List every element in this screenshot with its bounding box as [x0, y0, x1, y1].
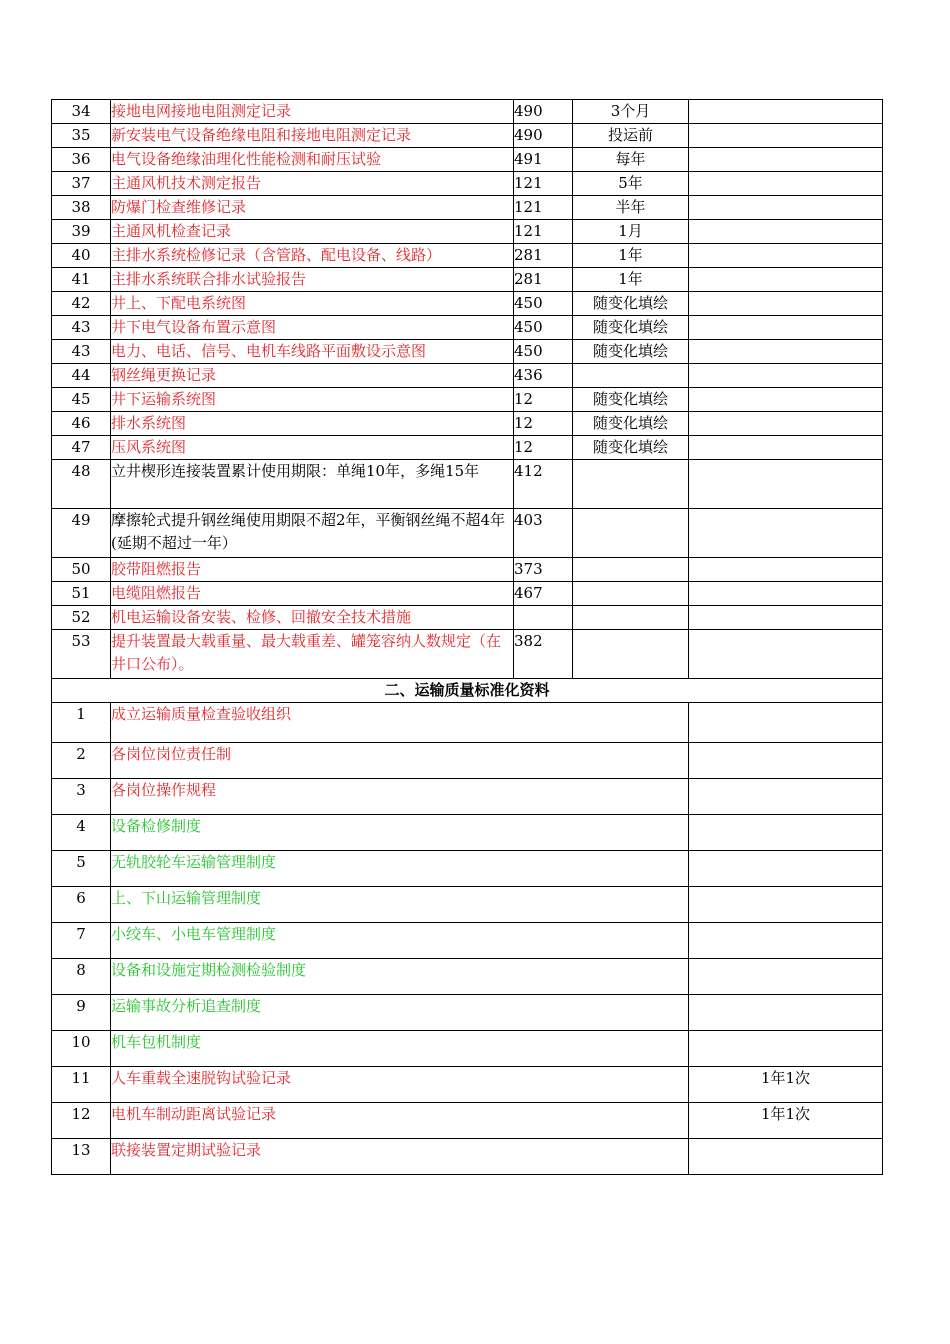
row-remark — [689, 851, 883, 887]
row-number: 7 — [52, 923, 111, 959]
row-number: 51 — [52, 582, 111, 606]
row-remark — [689, 220, 883, 244]
row-item: 新安装电气设备绝缘电阻和接地电阻测定记录 — [111, 124, 514, 148]
table-row — [52, 959, 883, 995]
row-remark — [689, 1031, 883, 1067]
row-item: 人车重载全速脱钩试验记录 — [111, 1067, 689, 1103]
row-code: 450 — [514, 316, 573, 340]
row-code: 281 — [514, 244, 573, 268]
section-title: 二、运输质量标准化资料 — [52, 679, 883, 703]
row-remark — [689, 412, 883, 436]
row-code: 121 — [514, 220, 573, 244]
row-remark — [689, 340, 883, 364]
row-remark — [689, 959, 883, 995]
row-number: 34 — [52, 100, 111, 124]
row-item: 排水系统图 — [111, 412, 514, 436]
row-number: 49 — [52, 509, 111, 558]
table-row — [52, 316, 883, 340]
row-code: 121 — [514, 172, 573, 196]
row-number: 2 — [52, 743, 111, 779]
row-item: 主通风机检查记录 — [111, 220, 514, 244]
row-number: 53 — [52, 630, 111, 679]
row-number: 13 — [52, 1139, 111, 1175]
row-number: 5 — [52, 851, 111, 887]
row-frequency — [573, 509, 689, 558]
row-remark — [689, 460, 883, 509]
row-item: 电机车制动距离试验记录 — [111, 1103, 689, 1139]
row-code: 490 — [514, 100, 573, 124]
row-frequency: 半年 — [573, 196, 689, 220]
row-remark — [689, 630, 883, 679]
row-frequency — [573, 364, 689, 388]
row-item: 井下运输系统图 — [111, 388, 514, 412]
row-code: 12 — [514, 436, 573, 460]
row-remark: 1年1次 — [689, 1067, 883, 1103]
row-remark: 1年1次 — [689, 1103, 883, 1139]
table-row — [52, 364, 883, 388]
table-row — [52, 558, 883, 582]
row-number: 50 — [52, 558, 111, 582]
row-number: 3 — [52, 779, 111, 815]
row-remark — [689, 124, 883, 148]
row-item: 上、下山运输管理制度 — [111, 887, 689, 923]
table-row — [52, 172, 883, 196]
records-table-body — [52, 100, 883, 1175]
table-row — [52, 436, 883, 460]
row-item: 电力、电话、信号、电机车线路平面敷设示意图 — [111, 340, 514, 364]
row-remark — [689, 815, 883, 851]
row-remark — [689, 244, 883, 268]
row-frequency: 5年 — [573, 172, 689, 196]
row-number: 35 — [52, 124, 111, 148]
row-number: 36 — [52, 148, 111, 172]
row-item: 提升装置最大载重量、最大载重差、罐笼容纳人数规定（在井口公布）。 — [111, 630, 514, 679]
row-frequency — [573, 582, 689, 606]
row-item: 压风系统图 — [111, 436, 514, 460]
row-item: 小绞车、小电车管理制度 — [111, 923, 689, 959]
row-frequency — [573, 460, 689, 509]
row-remark — [689, 887, 883, 923]
row-code: 436 — [514, 364, 573, 388]
row-code — [514, 606, 573, 630]
table-row — [52, 268, 883, 292]
table-row — [52, 995, 883, 1031]
records-table — [51, 99, 883, 1175]
row-item: 各岗位岗位责任制 — [111, 743, 689, 779]
table-row — [52, 148, 883, 172]
table-row — [52, 606, 883, 630]
row-number: 6 — [52, 887, 111, 923]
row-item: 机电运输设备安装、检修、回撤安全技术措施 — [111, 606, 514, 630]
table-row — [52, 1139, 883, 1175]
row-code: 12 — [514, 412, 573, 436]
row-number: 44 — [52, 364, 111, 388]
row-remark — [689, 436, 883, 460]
row-number: 43 — [52, 340, 111, 364]
row-item: 电缆阻燃报告 — [111, 582, 514, 606]
row-code: 382 — [514, 630, 573, 679]
row-item: 接地电网接地电阻测定记录 — [111, 100, 514, 124]
row-remark — [689, 995, 883, 1031]
row-code: 491 — [514, 148, 573, 172]
row-item: 主排水系统联合排水试验报告 — [111, 268, 514, 292]
row-remark — [689, 292, 883, 316]
table-row — [52, 630, 883, 679]
table-row — [52, 340, 883, 364]
table-row — [52, 887, 883, 923]
row-frequency — [573, 630, 689, 679]
row-number: 1 — [52, 703, 111, 743]
row-code: 450 — [514, 292, 573, 316]
row-item: 电气设备绝缘油理化性能检测和耐压试验 — [111, 148, 514, 172]
row-item: 运输事故分析追查制度 — [111, 995, 689, 1031]
row-frequency: 1月 — [573, 220, 689, 244]
row-remark — [689, 582, 883, 606]
row-number: 12 — [52, 1103, 111, 1139]
row-item: 井下电气设备布置示意图 — [111, 316, 514, 340]
table-row — [52, 851, 883, 887]
table-row — [52, 779, 883, 815]
table-row — [52, 1103, 883, 1139]
table-row — [52, 923, 883, 959]
row-remark — [689, 316, 883, 340]
row-item: 无轨胶轮车运输管理制度 — [111, 851, 689, 887]
row-number: 42 — [52, 292, 111, 316]
table-row — [52, 244, 883, 268]
table-row — [52, 815, 883, 851]
row-code: 490 — [514, 124, 573, 148]
row-frequency: 随变化填绘 — [573, 388, 689, 412]
table-row — [52, 292, 883, 316]
row-code: 450 — [514, 340, 573, 364]
row-remark — [689, 172, 883, 196]
row-code: 281 — [514, 268, 573, 292]
table-row — [52, 582, 883, 606]
table-row — [52, 388, 883, 412]
row-item: 联接装置定期试验记录 — [111, 1139, 689, 1175]
row-item: 主排水系统检修记录（含管路、配电设备、线路） — [111, 244, 514, 268]
row-number: 47 — [52, 436, 111, 460]
row-remark — [689, 148, 883, 172]
row-remark — [689, 743, 883, 779]
row-frequency: 随变化填绘 — [573, 316, 689, 340]
row-number: 40 — [52, 244, 111, 268]
row-frequency: 随变化填绘 — [573, 412, 689, 436]
section-header-row — [52, 679, 883, 703]
row-number: 9 — [52, 995, 111, 1031]
row-item: 各岗位操作规程 — [111, 779, 689, 815]
row-number: 11 — [52, 1067, 111, 1103]
row-remark — [689, 196, 883, 220]
table-row — [52, 1031, 883, 1067]
row-remark — [689, 364, 883, 388]
row-frequency: 随变化填绘 — [573, 292, 689, 316]
row-item: 机车包机制度 — [111, 1031, 689, 1067]
row-frequency: 随变化填绘 — [573, 436, 689, 460]
table-row — [52, 743, 883, 779]
row-number: 46 — [52, 412, 111, 436]
row-number: 43 — [52, 316, 111, 340]
row-remark — [689, 703, 883, 743]
row-frequency: 1年 — [573, 244, 689, 268]
row-frequency: 随变化填绘 — [573, 340, 689, 364]
row-item: 胶带阻燃报告 — [111, 558, 514, 582]
row-code: 403 — [514, 509, 573, 558]
row-item: 井上、下配电系统图 — [111, 292, 514, 316]
row-code: 121 — [514, 196, 573, 220]
row-item: 摩擦轮式提升钢丝绳使用期限不超2年，平衡钢丝绳不超4年(延期不超过一年） — [111, 509, 514, 558]
row-remark — [689, 388, 883, 412]
row-number: 41 — [52, 268, 111, 292]
row-number: 45 — [52, 388, 111, 412]
row-number: 38 — [52, 196, 111, 220]
row-number: 48 — [52, 460, 111, 509]
row-frequency: 每年 — [573, 148, 689, 172]
row-item: 设备检修制度 — [111, 815, 689, 851]
table-row — [52, 196, 883, 220]
row-number: 8 — [52, 959, 111, 995]
row-frequency: 投运前 — [573, 124, 689, 148]
row-remark — [689, 923, 883, 959]
row-item: 设备和设施定期检测检验制度 — [111, 959, 689, 995]
row-number: 52 — [52, 606, 111, 630]
table-row — [52, 100, 883, 124]
table-row — [52, 1067, 883, 1103]
row-item: 立井楔形连接装置累计使用期限：单绳10年，多绳15年 — [111, 460, 514, 509]
row-code: 467 — [514, 582, 573, 606]
row-remark — [689, 268, 883, 292]
row-frequency — [573, 606, 689, 630]
row-number: 4 — [52, 815, 111, 851]
row-remark — [689, 606, 883, 630]
table-row — [52, 703, 883, 743]
table-row — [52, 460, 883, 509]
row-item: 防爆门检查维修记录 — [111, 196, 514, 220]
row-code: 373 — [514, 558, 573, 582]
row-remark — [689, 1139, 883, 1175]
row-remark — [689, 100, 883, 124]
row-number: 37 — [52, 172, 111, 196]
row-number: 39 — [52, 220, 111, 244]
row-item: 成立运输质量检查验收组织 — [111, 703, 689, 743]
row-item: 钢丝绳更换记录 — [111, 364, 514, 388]
row-frequency — [573, 558, 689, 582]
row-frequency: 1年 — [573, 268, 689, 292]
row-code: 412 — [514, 460, 573, 509]
row-remark — [689, 558, 883, 582]
row-code: 12 — [514, 388, 573, 412]
table-row — [52, 220, 883, 244]
row-remark — [689, 509, 883, 558]
row-item: 主通风机技术测定报告 — [111, 172, 514, 196]
table-row — [52, 124, 883, 148]
table-row — [52, 509, 883, 558]
table-row — [52, 412, 883, 436]
row-remark — [689, 779, 883, 815]
row-frequency: 3个月 — [573, 100, 689, 124]
row-number: 10 — [52, 1031, 111, 1067]
